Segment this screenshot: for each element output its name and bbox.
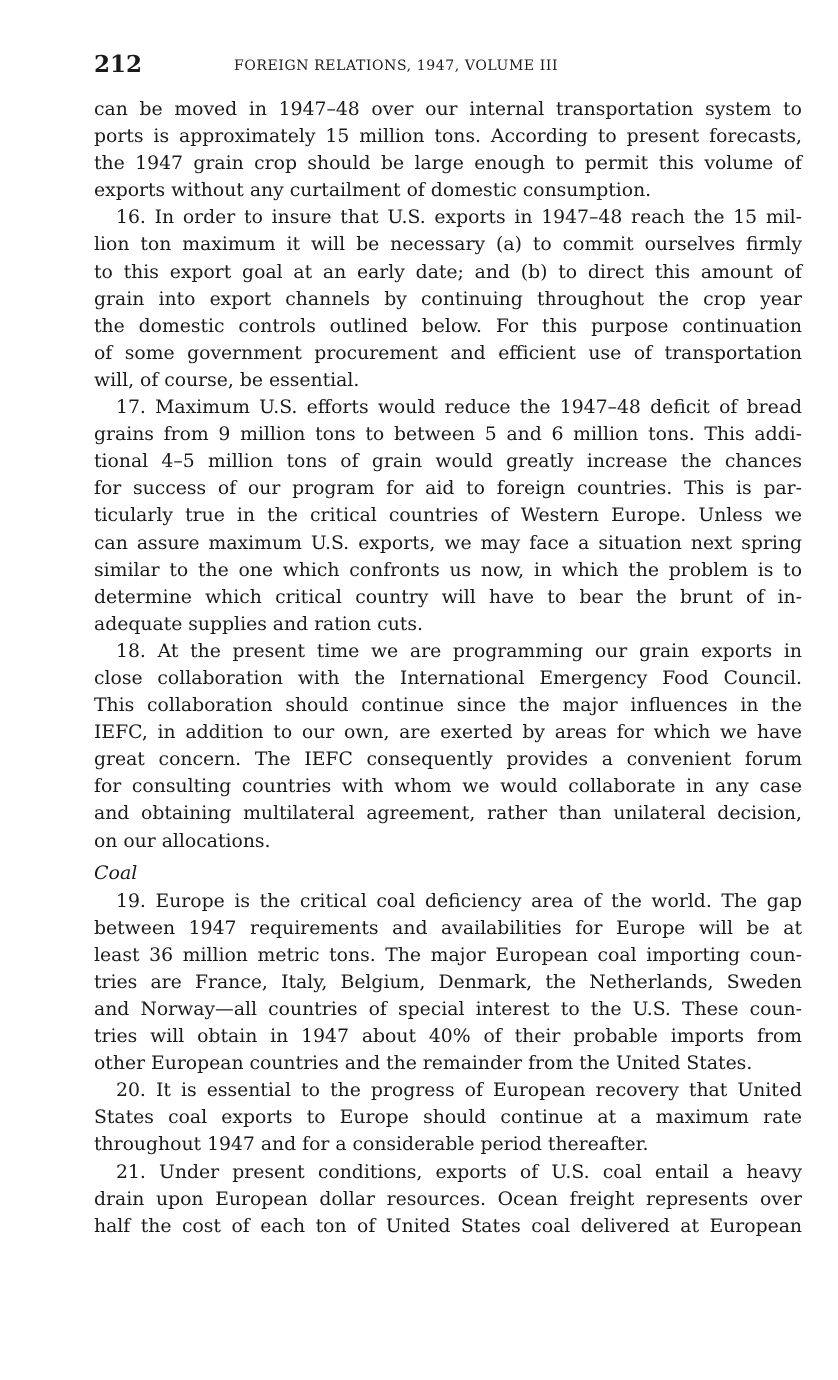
text-line: half the cost of each ton of United States coal delivered at European: [94, 1215, 802, 1237]
text-line: adequate supplies and ration cuts.: [94, 613, 423, 635]
text-line: to this export goal at an early date; and (b) to direct this amount of: [94, 261, 802, 283]
text-line: 21. Under present conditions, exports of U.S. coal entail a heavy: [116, 1161, 802, 1183]
text-line: other European countries and the remainder from the United States.: [94, 1053, 753, 1075]
text-line: will, of course, be essential.: [94, 369, 360, 391]
text-line: 19. Europe is the critical coal deficiency area of the world. The gap: [116, 890, 802, 912]
text-line: and obtaining multilateral agreement, rather than unilateral decision,: [94, 803, 802, 825]
text-line: exports without any curtailment of domestic consumption.: [94, 180, 652, 202]
text-line: can assure maximum U.S. exports, we may face a situation next spring: [94, 532, 802, 554]
text-line: 17. Maximum U.S. efforts would reduce the 1947–48 deficit of bread: [116, 397, 802, 419]
text-line: ticularly true in the critical countries of Western Europe. Unless we: [94, 505, 802, 527]
text-line: of some government procurement and efficient use of transportation: [94, 342, 802, 364]
text-line: tries are France, Italy, Belgium, Denmark, the Netherlands, Sweden: [94, 971, 802, 993]
text-line: and Norway—all countries of special interest to the U.S. These coun-: [94, 999, 802, 1020]
text-line: grain into export channels by continuing throughout the crop year: [94, 288, 802, 310]
paragraph-20: [94, 1077, 802, 1158]
paragraph-16: [94, 204, 802, 394]
text-line: between 1947 requirements and availabilities for Europe will be at: [94, 917, 802, 939]
text-line: least 36 million metric tons. The major European coal importing coun-: [94, 944, 802, 966]
text-line: close collaboration with the International Emergency Food Council.: [94, 667, 802, 689]
paragraph-17: [94, 394, 802, 638]
text-line: IEFC, in addition to our own, are exerted by areas for which we have: [94, 722, 802, 744]
text-line: 16. In order to insure that U.S. exports in 1947–48 reach the 15 mil-: [116, 207, 802, 229]
body-text: [94, 96, 802, 1240]
paragraph-19: [94, 888, 802, 1078]
running-title: FOREIGN RELATIONS, 1947, VOLUME III: [234, 58, 559, 74]
page-number: 212: [94, 51, 143, 78]
text-line: This collaboration should continue since the major influences in the: [94, 695, 802, 717]
text-line: States coal exports to Europe should continue at a maximum rate: [94, 1107, 802, 1129]
running-header: [94, 50, 802, 84]
text-line: tries will obtain in 1947 about 40% of their probable imports from: [94, 1026, 802, 1048]
text-line: the 1947 grain crop should be large enough to permit this volume of: [94, 153, 802, 175]
text-line: determine which critical country will have to bear the brunt of in-: [94, 586, 802, 608]
text-line: on our allocations.: [94, 830, 271, 852]
text-line: the domestic controls outlined below. For this purpose continuation: [94, 315, 802, 337]
text-line: ports is approximately 15 million tons. According to present forecasts,: [94, 126, 802, 148]
text-line: lion ton maximum it will be necessary (a) to commit ourselves firmly: [94, 234, 802, 256]
text-line: similar to the one which confronts us now, in which the problem is to: [94, 559, 802, 581]
text-line: 18. At the present time we are programming our grain exports in: [116, 640, 802, 662]
text-line: can be moved in 1947–48 over our internal transportation system to: [94, 99, 802, 120]
paragraph-continuation: [94, 96, 802, 204]
text-line: 20. It is essential to the progress of European recovery that United: [116, 1080, 802, 1102]
text-line: for consulting countries with whom we would collaborate in any case: [94, 776, 802, 798]
text-line: tional 4–5 million tons of grain would greatly increase the chances: [94, 451, 802, 473]
paragraph-21: [94, 1159, 802, 1240]
text-line: throughout 1947 and for a considerable period thereafter.: [94, 1134, 649, 1156]
text-line: for success of our program for aid to foreign countries. This is par-: [94, 478, 802, 500]
text-line: grains from 9 million tons to between 5 and 6 million tons. This addi-: [94, 424, 802, 446]
text-line: drain upon European dollar resources. Ocean freight represents over: [94, 1188, 802, 1210]
section-heading-coal: Coal: [94, 861, 138, 884]
text-line: great concern. The IEFC consequently provides a convenient forum: [94, 749, 802, 771]
paragraph-18: [94, 638, 802, 855]
